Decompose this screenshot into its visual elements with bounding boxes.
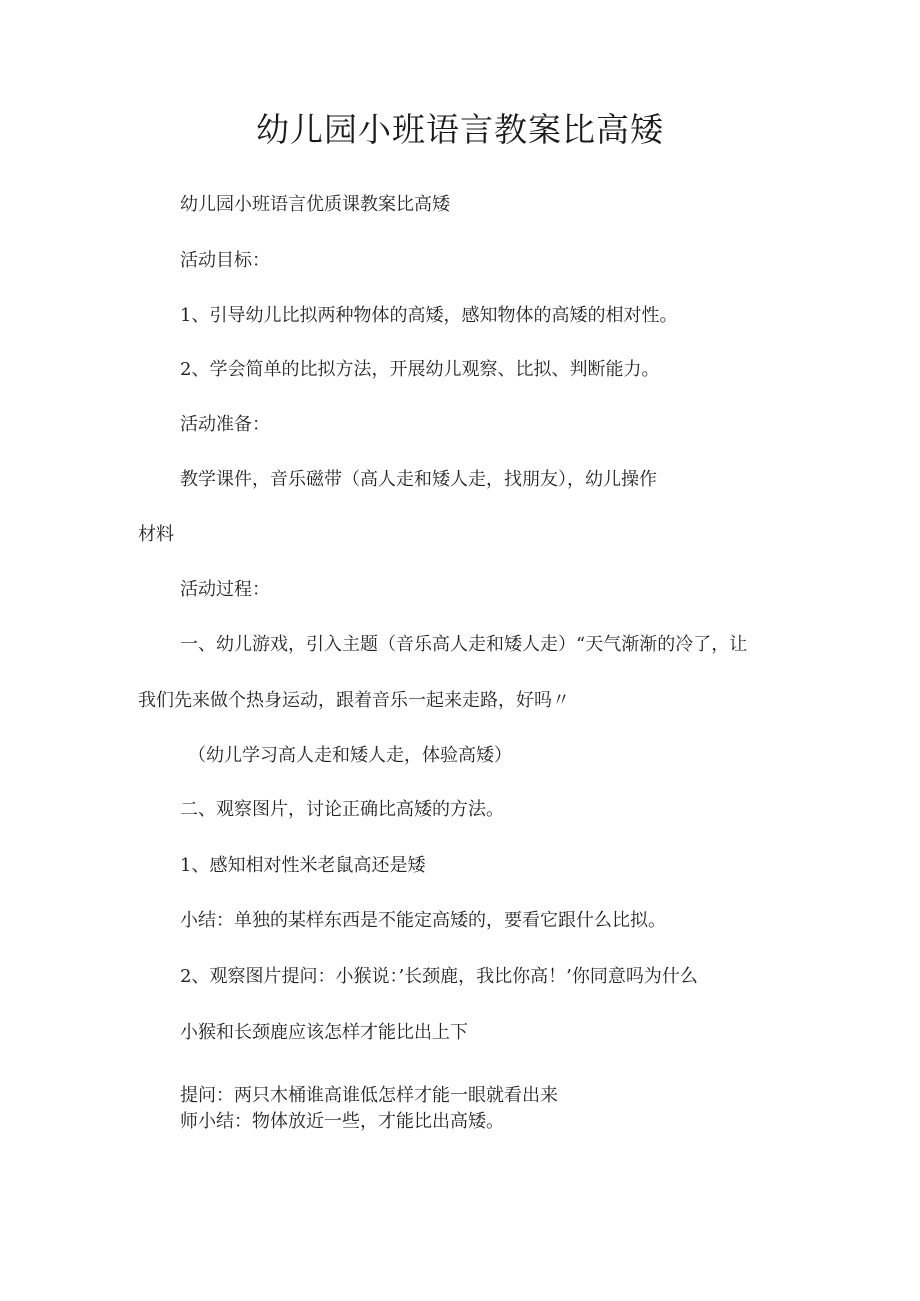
step-1-line-1: 一、幼儿游戏，引入主题（音乐高人走和矮人走）“天气渐渐的冷了，让 (180, 634, 748, 655)
step-2-heading: 二、观察图片，讨论正确比高矮的方法。 (180, 799, 504, 820)
goals-heading: 活动目标： (180, 250, 270, 271)
goal-item-1: 1、引导幼儿比拟两种物体的高矮，感知物体的高矮的相对性。 (180, 305, 678, 326)
step-2-item-2-continued: 小猴和长颈鹿应该怎样才能比出上下 (180, 1022, 468, 1043)
document-title: 幼儿园小班语言教案比高矮 (256, 110, 664, 149)
process-heading: 活动过程： (180, 579, 270, 600)
goal-item-2: 2、学会简单的比拟方法，开展幼儿观察、比拟、判断能力。 (180, 359, 660, 380)
prep-heading: 活动准备： (180, 414, 270, 435)
prep-line-1: 教学课件，音乐磁带（高人走和矮人走，找朋友），幼儿操作 (180, 469, 657, 490)
step-2-summary-1: 小结：单独的某样东西是不能定高矮的，要看它跟什么比拟。 (180, 910, 666, 931)
step-1-note: （幼儿学习高人走和矮人走，体验高矮） (188, 745, 512, 766)
step-2-item-2: 2、观察图片提问：小猴说：’长颈鹿，我比你高！’你同意吗为什么 (180, 966, 698, 987)
question-line: 提问：两只木桶谁高谁低怎样才能一眼就看出来 (180, 1085, 558, 1106)
step-2-item-1: 1、感知相对性米老鼠高还是矮 (180, 855, 426, 876)
step-1-line-2: 我们先来做个热身运动，跟着音乐一起来走路，好吗〃 (138, 690, 570, 711)
prep-line-2: 材料 (138, 524, 174, 545)
document-subtitle: 幼儿园小班语言优质课教案比高矮 (180, 194, 450, 215)
teacher-summary: 师小结：物体放近一些，才能比出高矮。 (180, 1111, 504, 1132)
